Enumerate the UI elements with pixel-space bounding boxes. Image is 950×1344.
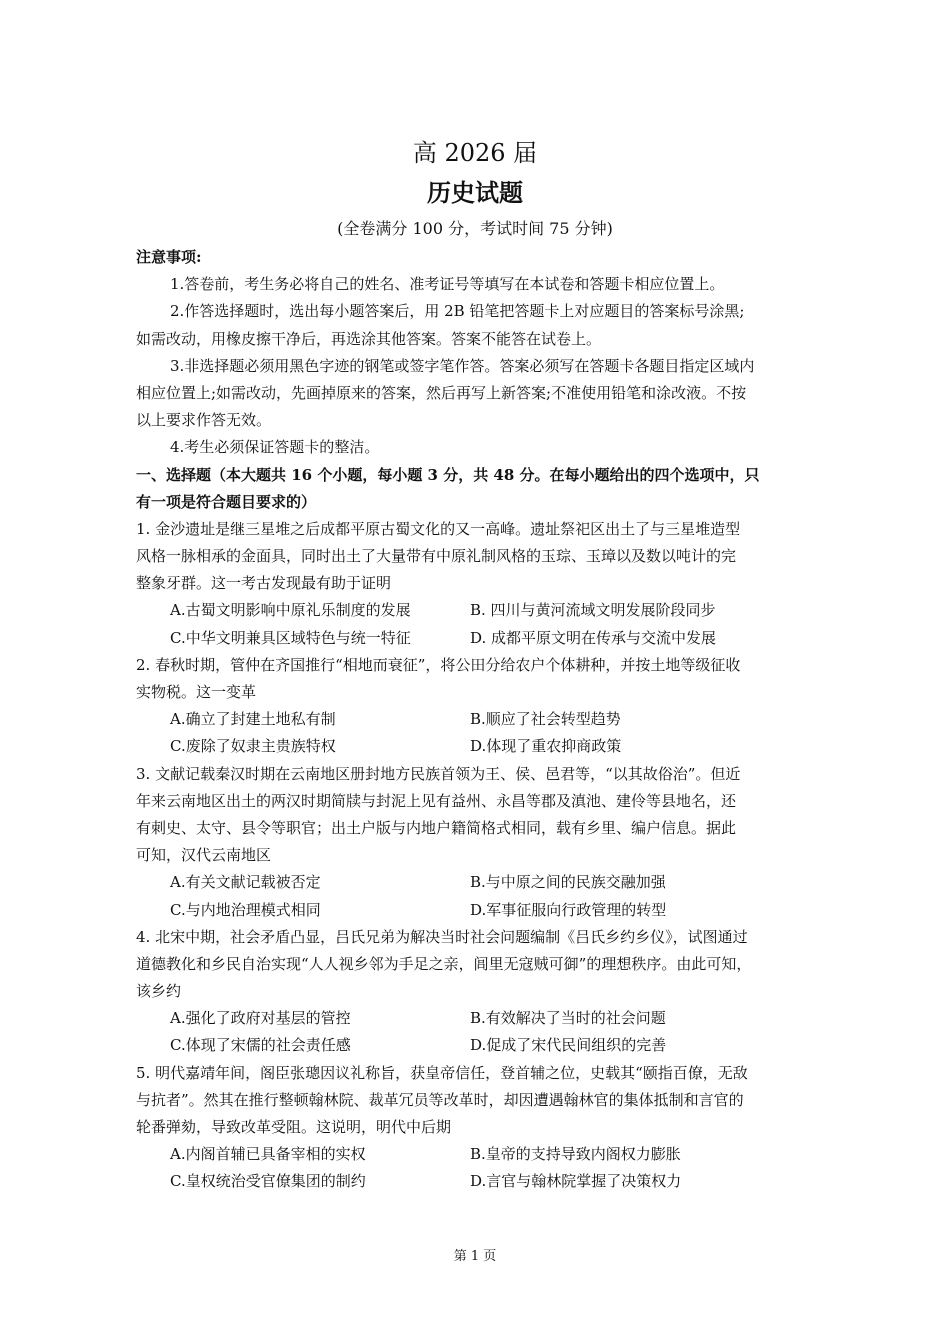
option-b: B. 四川与黄河流域文明发展阶段同步: [470, 601, 716, 620]
section-heading: 一、选择题（本大题共 16 个小题，每小题 3 分，共 48 分。在每小题给出的四个选项中，只: [136, 465, 760, 484]
notice-line: 4.考生必须保证答题卡的整洁。: [170, 438, 380, 457]
option-row: [136, 869, 816, 896]
option-row: [136, 1032, 816, 1059]
option-a: A.内阁首辅已具备宰相的实权: [170, 1145, 366, 1164]
option-row: [136, 1141, 816, 1168]
option-d: D.促成了宋代民间组织的完善: [470, 1036, 667, 1055]
option-row: [136, 1168, 816, 1195]
option-d: D.言官与翰林院掌握了决策权力: [470, 1172, 682, 1191]
option-row: [136, 1005, 816, 1032]
option-b: B.与中原之间的民族交融加强: [470, 873, 666, 892]
question-stem: 3. 文献记载秦汉时期在云南地区册封地方民族首领为王、侯、邑君等，“以其故俗治”。但近: [136, 764, 741, 783]
option-c: C.皇权统治受官僚集团的制约: [170, 1172, 366, 1191]
page-number: 第 1 页: [453, 1249, 497, 1264]
option-c: C.中华文明兼具区域特色与统一特征: [170, 628, 411, 647]
section-heading: 有一项是符合题目要求的）: [136, 492, 317, 511]
question-3: [136, 761, 816, 924]
question-stem: 整象牙群。这一考古发现最有助于证明: [136, 574, 392, 593]
option-a: A.古蜀文明影响中原礼乐制度的发展: [170, 601, 411, 620]
option-d: D. 成都平原文明在传承与交流中发展: [470, 628, 717, 647]
question-stem: 5. 明代嘉靖年间，阁臣张璁因议礼称旨，获皇帝信任，登首辅之位，史载其“颐指百僚，无敌: [136, 1063, 748, 1082]
notice-line: 如需改动，用橡皮擦干净后，再选涂其他答案。答案不能答在试卷上。: [136, 329, 602, 348]
question-2: [136, 652, 816, 761]
exam-grade: 高 2026 届: [412, 139, 538, 167]
option-d: D.体现了重农抑商政策: [470, 737, 622, 756]
question-stem: 有刺史、太守、县令等职官；出土户版与内地户籍简格式相同，载有乡里、编户信息。据此: [136, 818, 737, 837]
option-c: C.体现了宋儒的社会责任感: [170, 1036, 351, 1055]
question-stem: 该乡约: [136, 982, 182, 1001]
question-1: [136, 516, 816, 652]
question-5: [136, 1060, 816, 1196]
question-4: [136, 924, 816, 1060]
notice-line: 3.非选择题必须用黑色字迹的钢笔或签字笔作答。答案必须写在答题卡各题目指定区域内: [170, 356, 755, 375]
page-title: 历史试题: [427, 178, 523, 207]
question-stem: 实物税。这一变革: [136, 683, 257, 701]
question-stem: 风格一脉相承的金面具，同时出土了大量带有中原礼制风格的玉琮、玉璋以及数以吨计的完: [136, 547, 737, 566]
notice-heading: 注意事项:: [136, 248, 202, 266]
option-row: [136, 897, 816, 924]
exam-subtitle: (全卷满分 100 分，考试时间 75 分钟): [337, 219, 613, 238]
option-c: C.与内地治理模式相同: [170, 900, 321, 919]
option-row: [136, 706, 816, 733]
question-stem: 1. 金沙遗址是继三星堆之后成都平原古蜀文化的又一高峰。遗址祭祀区出土了与三星堆造型: [136, 519, 741, 538]
question-stem: 可知，汉代云南地区: [136, 846, 272, 865]
option-row: [136, 733, 816, 760]
question-stem: 道德教化和乡民自治实现“人人视乡邻为手足之亲，闾里无寇贼可御”的理想秩序。由此可知，: [136, 954, 752, 973]
question-stem: 年来云南地区出土的两汉时期简牍与封泥上见有益州、永昌等郡及滇池、建伶等县地名，还: [136, 791, 737, 810]
notice-line: 1.答卷前，考生务必将自己的姓名、准考证号等填写在本试卷和答题卡相应位置上。: [170, 275, 725, 294]
option-d: D.军事征服向行政管理的转型: [470, 900, 667, 919]
option-row: [136, 597, 816, 624]
option-b: B.顺应了社会转型趋势: [470, 710, 621, 729]
question-stem: 4. 北宋中期，社会矛盾凸显，吕氏兄弟为解决当时社会问题编制《吕氏乡约乡仪》，试图通过: [136, 927, 748, 946]
option-c: C.废除了奴隶主贵族特权: [170, 737, 336, 756]
option-a: A.确立了封建土地私有制: [170, 710, 336, 729]
option-b: B.有效解决了当时的社会问题: [470, 1009, 666, 1028]
exam-content: [136, 244, 816, 1196]
notice-line: 2.作答选择题时，选出每小题答案后，用 2B 铅笔把答题卡上对应题目的答案标号涂黑;: [170, 302, 745, 321]
option-b: B.皇帝的支持导致内阁权力膨胀: [470, 1145, 681, 1164]
notice-line: 以上要求作答无效。: [136, 411, 272, 430]
question-stem: 轮番弹劾，导致改革受阻。这说明，明代中后期: [136, 1118, 452, 1136]
notice-line: 相应位置上;如需改动，先画掉原来的答案，然后再写上新答案;不准使用铅笔和涂改液。不按: [136, 383, 747, 402]
option-a: A.有关文献记载被否定: [170, 873, 321, 892]
question-stem: 2. 春秋时期，管仲在齐国推行“相地而衰征”，将公田分给农户个体耕种，并按土地等级征收: [136, 655, 741, 674]
option-row: [136, 625, 816, 652]
option-a: A.强化了政府对基层的管控: [170, 1009, 351, 1028]
question-stem: 与抗者”。然其在推行整顿翰林院、裁革冗员等改革时，却因遭遇翰林官的集体抵制和言官的: [136, 1090, 744, 1109]
